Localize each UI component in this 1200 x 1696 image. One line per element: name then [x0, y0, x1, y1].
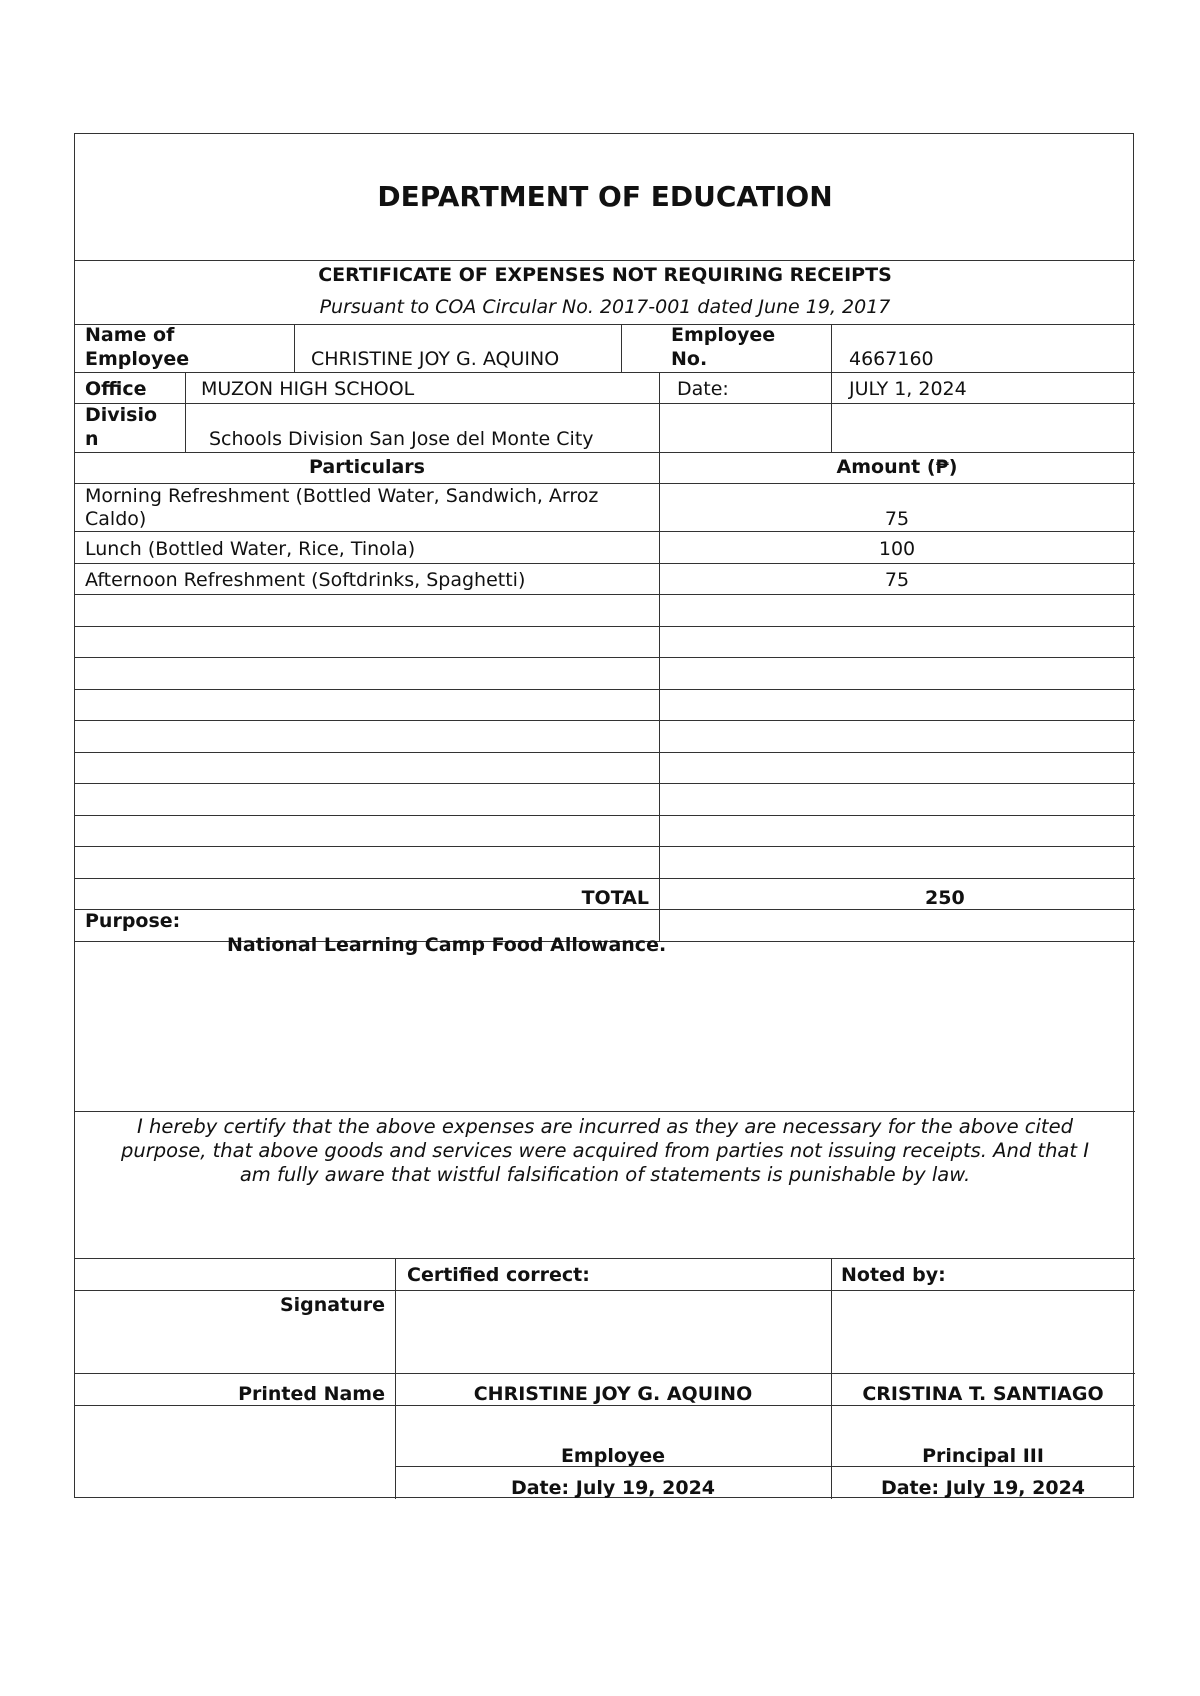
divider: [75, 483, 1135, 484]
divider: [75, 1373, 1135, 1374]
divider: [75, 531, 1135, 532]
divider: [75, 909, 1135, 910]
certification-line: am fully aware that wistful falsification of statements is punishable by law.: [239, 1163, 971, 1186]
certified-position: Employee: [560, 1445, 666, 1467]
table-row-amount: 75: [884, 508, 910, 530]
name-label: Name of: [85, 324, 175, 346]
table-row-particular: Caldo): [85, 508, 147, 530]
office-label: Office: [85, 378, 147, 400]
noted-position: Principal III: [922, 1445, 1044, 1467]
table-row-particular: Morning Refreshment (Bottled Water, Sandwich, Arroz: [85, 485, 599, 507]
divider: [185, 372, 186, 452]
divider: [621, 324, 622, 372]
certified-date: Date: July 19, 2024: [510, 1477, 716, 1499]
divider: [75, 689, 1135, 690]
employee-no: 4667160: [849, 348, 934, 370]
certified-name: CHRISTINE JOY G. AQUINO: [473, 1383, 753, 1405]
divider: [831, 403, 832, 452]
date-value: JULY 1, 2024: [849, 378, 967, 400]
divider: [75, 720, 1135, 721]
divider: [75, 1111, 1135, 1112]
certification-line: I hereby certify that the above expenses are incurred as they are necessary for the above cited: [137, 1115, 1073, 1138]
divider: [75, 752, 1135, 753]
division-label: Divisio: [85, 404, 158, 426]
certified-correct-label: Certified correct:: [407, 1264, 590, 1286]
amount-header: Amount (₱): [836, 456, 958, 478]
total-value: 250: [925, 887, 965, 909]
table-row-amount: 75: [884, 569, 910, 591]
name-label: Employee: [85, 348, 190, 370]
divider: [75, 452, 1135, 453]
certification-line: purpose, that above goods and services were acquired from parties not issuing receipts. And that I: [121, 1139, 1089, 1162]
form-subtitle: Pursuant to COA Circular No. 2017-001 dated June 19, 2017: [319, 296, 891, 318]
divider: [831, 324, 832, 403]
divider: [75, 324, 1135, 325]
page-title: DEPARTMENT OF EDUCATION: [377, 180, 833, 213]
employee-no-label: Employee: [671, 324, 776, 346]
table-row-amount: 100: [878, 538, 916, 560]
divider: [75, 846, 1135, 847]
date-label: Date:: [677, 378, 729, 400]
divider: [75, 1258, 1135, 1259]
noted-name: CRISTINA T. SANTIAGO: [862, 1383, 1104, 1405]
divider: [75, 563, 1135, 564]
table-row-particular: Lunch (Bottled Water, Rice, Tinola): [85, 538, 416, 560]
noted-by-label: Noted by:: [841, 1264, 946, 1286]
divider: [75, 626, 1135, 627]
purpose-text: National Learning Camp Food Allowance.: [227, 934, 667, 956]
divider: [294, 324, 295, 372]
employee-name: CHRISTINE JOY G. AQUINO: [311, 348, 560, 370]
divider: [75, 815, 1135, 816]
signature-label: Signature: [279, 1294, 385, 1316]
divider: [75, 783, 1135, 784]
purpose-label: Purpose:: [85, 910, 181, 932]
divider: [75, 657, 1135, 658]
divider: [75, 1290, 1135, 1291]
divider: [75, 594, 1135, 595]
divider: [75, 260, 1135, 261]
total-label: TOTAL: [581, 887, 649, 909]
divider: [75, 1405, 1135, 1406]
divider: [75, 403, 1135, 404]
noted-date: Date: July 19, 2024: [880, 1477, 1086, 1499]
certification-statement: [75, 1115, 1135, 1187]
division-value: Schools Division San Jose del Monte City: [209, 428, 594, 450]
certificate-form: [74, 133, 1134, 1498]
office-value: MUZON HIGH SCHOOL: [201, 378, 415, 400]
printed-name-label: Printed Name: [238, 1383, 385, 1405]
employee-no-label: No.: [671, 348, 708, 370]
division-label: n: [85, 428, 99, 450]
divider: [75, 878, 1135, 879]
divider: [75, 372, 1135, 373]
particulars-header: Particulars: [308, 456, 425, 478]
table-row-particular: Afternoon Refreshment (Softdrinks, Spaghetti): [85, 569, 526, 591]
form-title: CERTIFICATE OF EXPENSES NOT REQUIRING RECEIPTS: [318, 264, 892, 286]
